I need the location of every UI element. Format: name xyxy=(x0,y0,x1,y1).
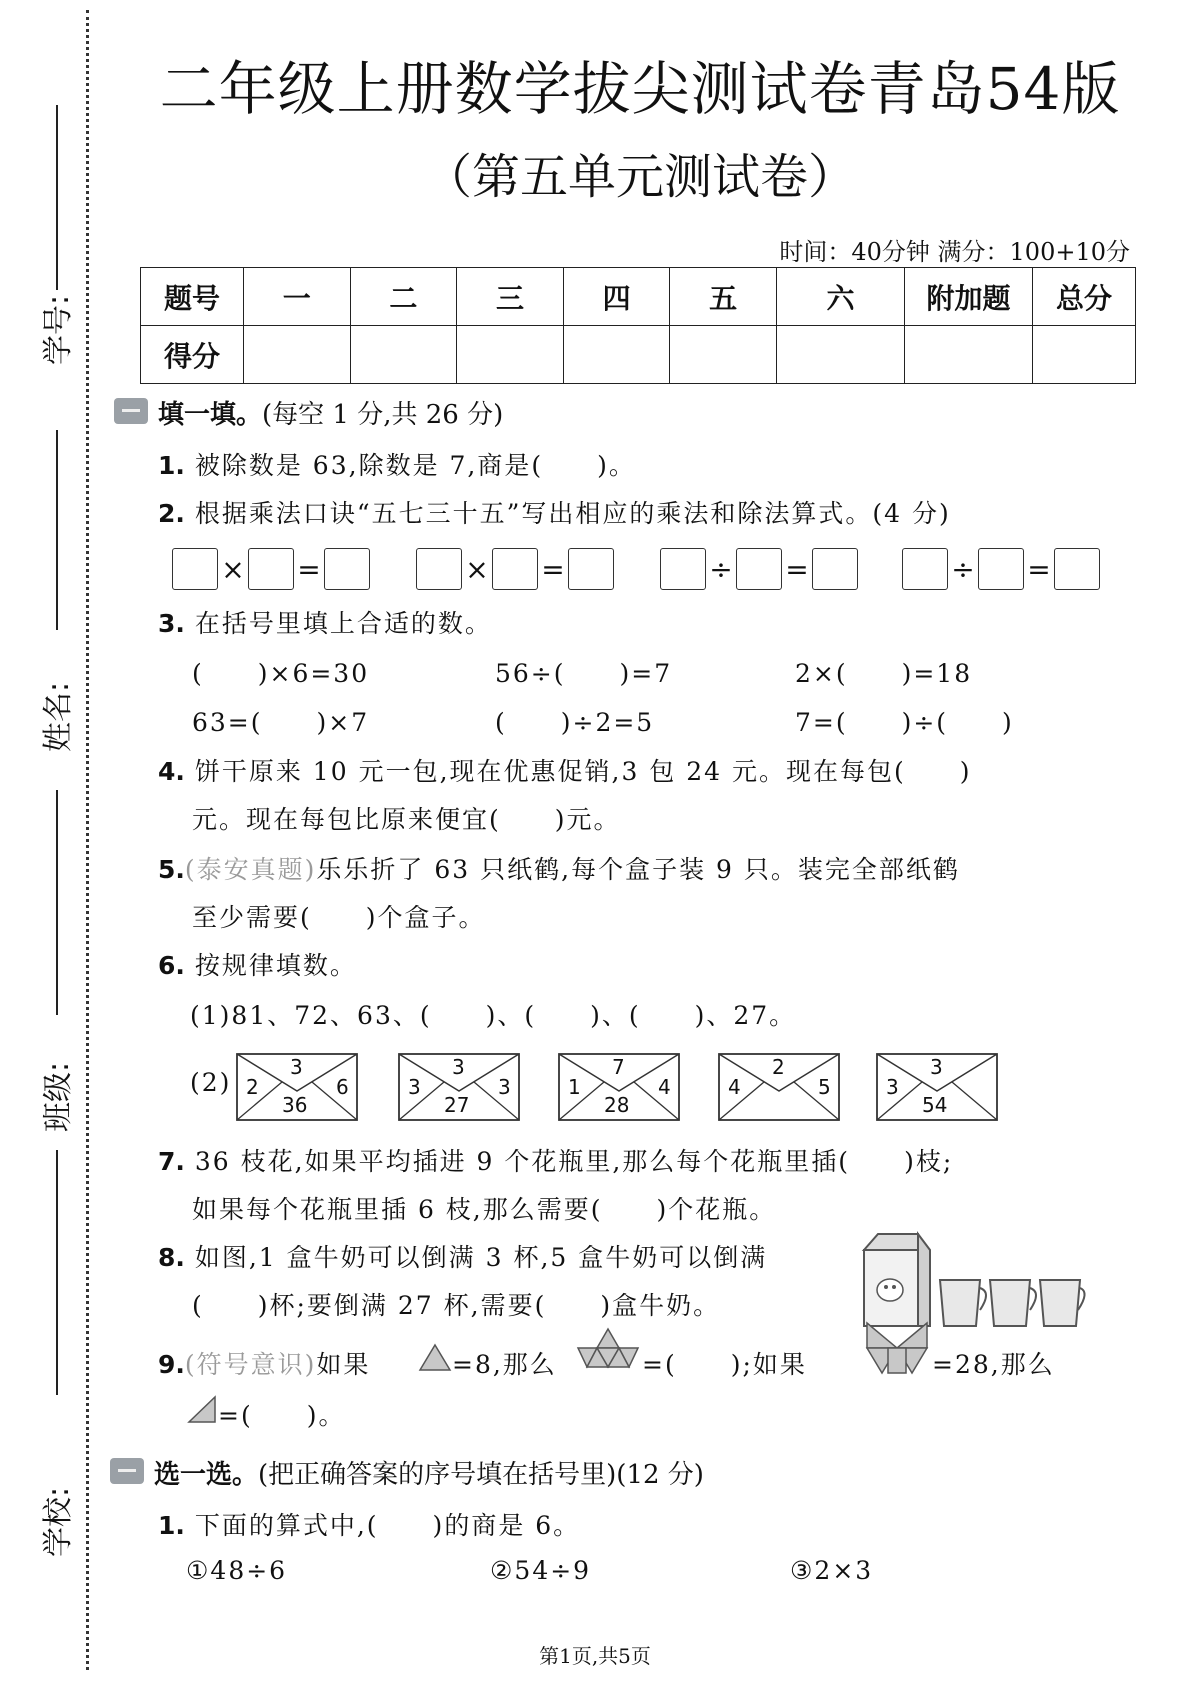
question-1-9: 9.(符号意识)如果 xyxy=(158,1350,371,1379)
fill-item: 7=( )÷( ) xyxy=(795,708,1014,737)
envelope-number-top: 3 xyxy=(452,1055,465,1079)
question-1-4: 4. 饼干原来 10 元一包,现在优惠促销,3 包 24 元。现在每包( ) xyxy=(158,757,972,786)
question-1-8: 8. 如图,1 盒牛奶可以倒满 3 杯,5 盒牛奶可以倒满 xyxy=(158,1243,768,1272)
equation-multiplication-1 xyxy=(172,548,370,590)
milk-carton-icon xyxy=(864,1234,930,1326)
choice-option[interactable]: ①48÷6 xyxy=(186,1556,288,1585)
section-1-title: 填一填。(每空 1 分,共 26 分) xyxy=(158,400,504,430)
score-cell[interactable] xyxy=(1033,326,1136,384)
envelope-number-right: 4 xyxy=(658,1075,671,1099)
envelope-number-top: 3 xyxy=(290,1055,303,1079)
score-header-cell: 四 xyxy=(563,268,670,326)
envelope-2 xyxy=(398,1053,520,1121)
milk-carton-and-cups-illustration xyxy=(858,1230,1088,1330)
score-header-cell: 总分 xyxy=(1033,268,1136,326)
right-triangle-icon xyxy=(186,1394,218,1424)
answer-box[interactable] xyxy=(492,548,538,590)
triangle-butterfly-shape-icon xyxy=(864,1320,930,1376)
score-header-cell: 附加题 xyxy=(905,268,1033,326)
envelope-number-right: 3 xyxy=(498,1075,511,1099)
score-header-cell: 一 xyxy=(244,268,351,326)
page-subtitle: （第五单元测试卷） xyxy=(423,149,856,205)
question-1-7-cont: 如果每个花瓶里插 6 枝,那么需要( )个花瓶。 xyxy=(192,1195,777,1224)
equals-sign: = xyxy=(297,552,321,586)
page-title: 二年级上册数学拔尖测试卷青岛54版 xyxy=(159,55,1121,123)
envelope-number-bottom: 36 xyxy=(282,1093,308,1117)
answer-box[interactable] xyxy=(812,548,858,590)
question-1-7: 7. 36 枝花,如果平均插进 9 个花瓶里,那么每个花瓶里插( )枝; xyxy=(158,1147,954,1176)
envelope-number-bottom: 54 xyxy=(922,1093,948,1117)
question-1-5-cont: 至少需要( )个盒子。 xyxy=(192,903,486,932)
name-label: 姓名: xyxy=(41,681,76,752)
question-1-3: 3. 在括号里填上合适的数。 xyxy=(158,609,492,638)
class-line xyxy=(56,790,58,1015)
score-cell[interactable] xyxy=(350,326,457,384)
page-footer: 第1页,共5页 xyxy=(539,1644,651,1668)
class-label: 班级: xyxy=(41,1061,76,1132)
triangle-icon xyxy=(418,1342,452,1372)
score-cell[interactable] xyxy=(457,326,564,384)
choice-option[interactable]: ②54÷9 xyxy=(490,1556,592,1585)
score-row-label: 得分 xyxy=(141,326,244,384)
envelope-5 xyxy=(876,1053,998,1121)
score-cell[interactable] xyxy=(563,326,670,384)
score-header-cell: 六 xyxy=(777,268,905,326)
score-cell[interactable] xyxy=(905,326,1033,384)
fill-item: ( )÷2=5 xyxy=(495,708,655,737)
question-1-9-part4: =28,那么 xyxy=(932,1350,1055,1379)
source-tag: (符号意识) xyxy=(184,1350,317,1379)
answer-box[interactable] xyxy=(324,548,370,590)
answer-box[interactable] xyxy=(1054,548,1100,590)
envelope-1 xyxy=(236,1053,358,1121)
exam-meta: 时间：40分钟 满分：100+10分 xyxy=(779,238,1130,266)
envelope-number-left: 1 xyxy=(568,1075,581,1099)
question-1-5: 5.(泰安真题)乐乐折了 63 只纸鹤,每个盒子装 9 只。装完全部纸鹤 xyxy=(158,855,960,884)
envelope-number-left: 4 xyxy=(728,1075,741,1099)
question-1-4-cont: 元。现在每包比原来便宜( )元。 xyxy=(192,805,621,834)
equals-sign: = xyxy=(1027,552,1051,586)
score-table-score-row xyxy=(141,326,1136,384)
equation-multiplication-2 xyxy=(416,548,614,590)
multiply-sign: × xyxy=(221,552,245,586)
choice-option[interactable]: ③2×3 xyxy=(790,1556,874,1585)
divide-sign: ÷ xyxy=(951,552,975,586)
envelope-number-top: 7 xyxy=(612,1055,625,1079)
equals-sign: = xyxy=(785,552,809,586)
fill-item: 56÷( )=7 xyxy=(495,659,673,688)
cup-icon xyxy=(940,1280,1085,1326)
equation-division-2 xyxy=(902,548,1100,590)
section-1-badge-icon xyxy=(114,398,148,424)
score-header-cell: 二 xyxy=(350,268,457,326)
multiply-sign: × xyxy=(465,552,489,586)
envelope-number-right: 5 xyxy=(818,1075,831,1099)
triangle-boat-shape-icon xyxy=(575,1326,641,1376)
fill-item: 2×( )=18 xyxy=(795,659,973,688)
source-tag: (泰安真题) xyxy=(184,855,317,884)
envelope-number-bottom: 27 xyxy=(444,1093,470,1117)
student-id-line xyxy=(56,105,58,290)
sequence-2-label: (2) xyxy=(190,1068,232,1097)
answer-box[interactable] xyxy=(416,548,462,590)
score-header-cell: 三 xyxy=(457,268,564,326)
envelope-number-top: 2 xyxy=(772,1055,785,1079)
envelope-number-left: 3 xyxy=(886,1075,899,1099)
fill-item: ( )×6=30 xyxy=(192,659,370,688)
score-header-cell: 题号 xyxy=(141,268,244,326)
student-id-label: 学号: xyxy=(41,294,76,365)
envelope-number-bottom: 28 xyxy=(604,1093,630,1117)
equation-division-1 xyxy=(660,548,858,590)
question-1-6: 6. 按规律填数。 xyxy=(158,951,357,980)
answer-box[interactable] xyxy=(660,548,706,590)
answer-box[interactable] xyxy=(736,548,782,590)
score-table-header-row xyxy=(141,268,1136,326)
divide-sign: ÷ xyxy=(709,552,733,586)
equals-sign: = xyxy=(541,552,565,586)
name-line xyxy=(56,430,58,630)
question-1-8-cont: ( )杯;要倒满 27 杯,需要( )盒牛奶。 xyxy=(192,1291,721,1320)
answer-box[interactable] xyxy=(902,548,948,590)
envelope-4 xyxy=(718,1053,840,1121)
question-1-1: 1. 被除数是 63,除数是 7,商是( )。 xyxy=(158,451,636,480)
envelope-number-right: 6 xyxy=(336,1075,349,1099)
section-2-badge-icon xyxy=(110,1458,144,1484)
envelope-3 xyxy=(558,1053,680,1121)
answer-box[interactable] xyxy=(978,548,1024,590)
score-cell[interactable] xyxy=(777,326,905,384)
envelope-number-left: 2 xyxy=(246,1075,259,1099)
question-1-9-part3: =( );如果 xyxy=(642,1350,807,1379)
score-header-cell: 五 xyxy=(670,268,777,326)
fill-item: 63=( )×7 xyxy=(192,708,370,737)
school-label: 学校: xyxy=(41,1486,76,1557)
question-1-9-part5: =( )。 xyxy=(218,1401,346,1430)
answer-box[interactable] xyxy=(248,548,294,590)
score-cell[interactable] xyxy=(670,326,777,384)
score-table xyxy=(140,267,1136,384)
question-2-1: 1. 下面的算式中,( )的商是 6。 xyxy=(158,1511,581,1540)
sequence-1: (1)81、72、63、( )、( )、( )、27。 xyxy=(190,1001,797,1030)
answer-box[interactable] xyxy=(172,548,218,590)
envelope-number-top: 3 xyxy=(930,1055,943,1079)
question-1-2: 2. 根据乘法口诀“五七三十五”写出相应的乘法和除法算式。(4 分) xyxy=(158,499,951,528)
question-1-9-part2: =8,那么 xyxy=(452,1350,557,1379)
envelope-number-left: 3 xyxy=(408,1075,421,1099)
section-2-title: 选一选。(把正确答案的序号填在括号里)(12 分) xyxy=(154,1460,704,1490)
binding-dashed-line xyxy=(86,10,89,1670)
school-line xyxy=(56,1150,58,1395)
answer-box[interactable] xyxy=(568,548,614,590)
score-cell[interactable] xyxy=(244,326,351,384)
